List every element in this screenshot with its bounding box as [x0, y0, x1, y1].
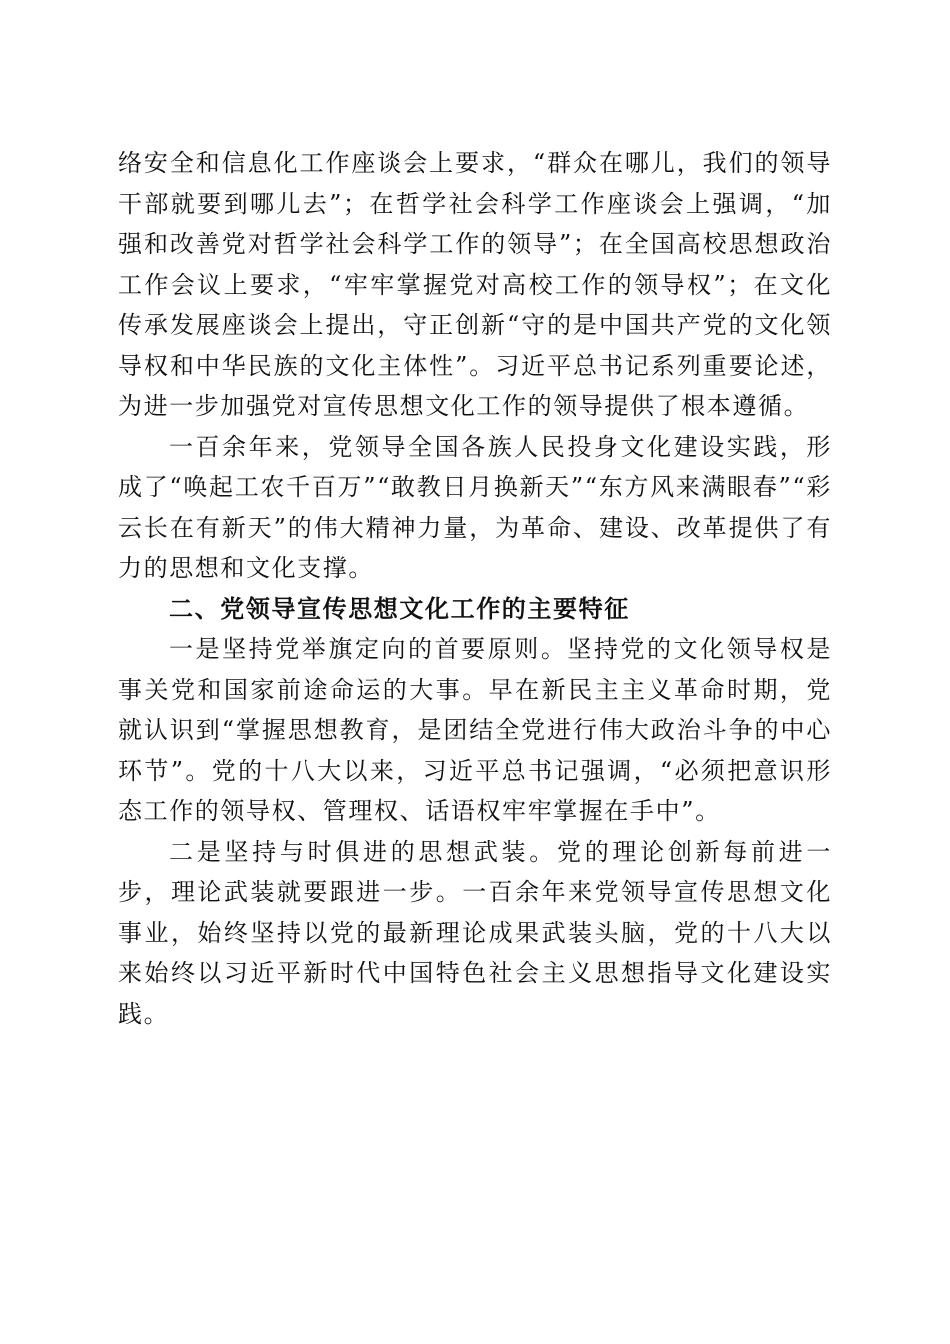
section-heading-2: 二、党领导宣传思想文化工作的主要特征	[169, 594, 630, 623]
paragraph-feature-1	[118, 629, 832, 832]
feature-1-body: 坚持党的文化领导权是事关党和国家前途命运的大事。早在新民主主义革命时期，党就认识到“掌握思想教育，是团结全党进行伟大政治斗争的中心环节”。党的十八大以来，习近平总书记强调，“必须把意识形态工作的领导权、管理权、话语权牢牢掌握在手中”。	[118, 635, 832, 825]
paragraph-feature-2	[118, 832, 832, 1035]
feature-2-body: 党的理论创新每前进一步，理论武装就要跟进一步。一百余年来党领导宣传思想文化事业，始终坚持以党的最新理论成果武装头脑，党的十八大以来始终以习近平新时代中国特色社会主义思想指导文化建设实践。	[118, 837, 832, 1028]
paragraph-continued: 络安全和信息化工作座谈会上要求，“群众在哪儿，我们的领导干部就要到哪儿去”；在哲学社会科学工作座谈会上强调，“加强和改善党对哲学社会科学工作的领导”；在全国高校思想政治工作会议上要求，“牢牢掌握党对高校工作的领导权”；在文化传承发展座谈会上提出，守正创新“守的是中国共产党的文化领导权和中华民族的文化主体性”。习近平总书记系列重要论述，为进一步加强党对宣传思想文化工作的领导提供了根本遵循。	[118, 149, 832, 420]
feature-2-lead: 二是坚持与时俱进的思想武装。	[169, 837, 557, 866]
feature-1-lead: 一是坚持党举旗定向的首要原则。	[169, 635, 568, 663]
paragraph-century-culture: 一百余年来，党领导全国各族人民投身文化建设实践，形成了“唤起工农千百万”“敢教日月换新天”“东方风来满眼春”“彩云长在有新天”的伟大精神力量，为革命、建设、改革提供了有力的思想和文化支撑。	[118, 432, 832, 582]
